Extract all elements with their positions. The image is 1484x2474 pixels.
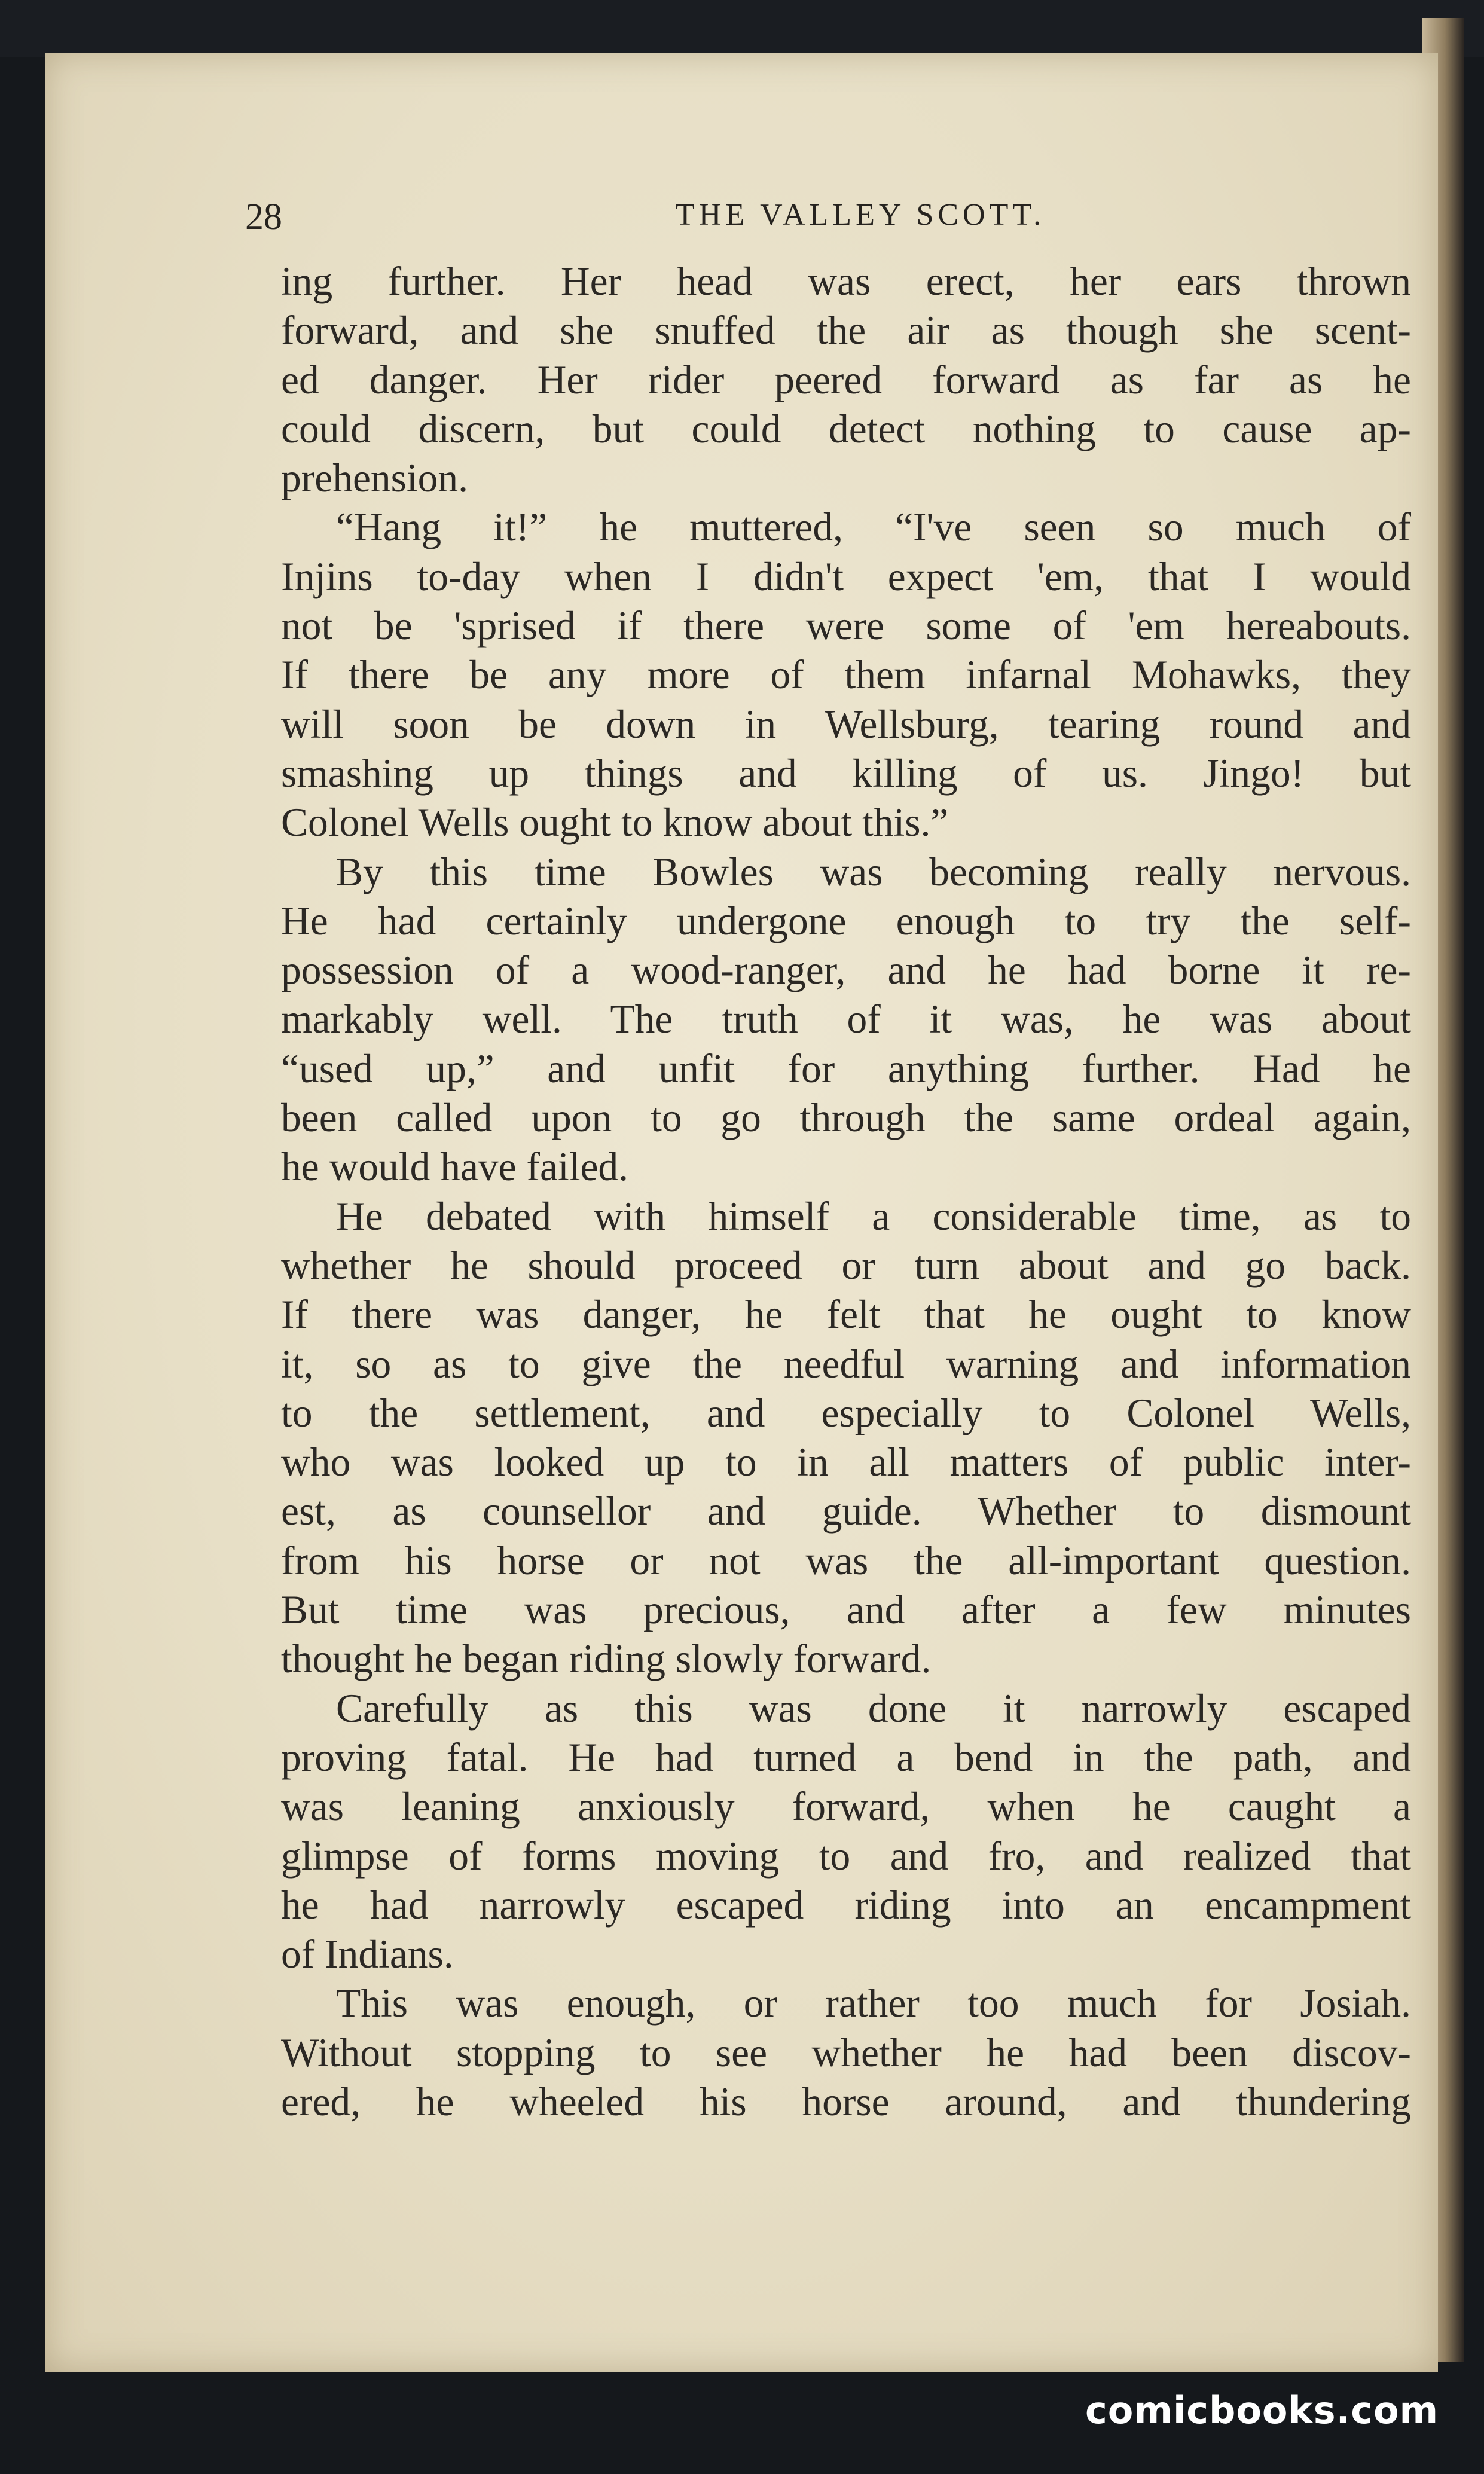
- text-line: If there be any more of them infarnal Mohawks, they: [281, 652, 1411, 698]
- body-text: [281, 257, 1411, 2127]
- text-line: it, so as to give the needful warning and information: [281, 1341, 1411, 1386]
- text-line: of Indians.: [281, 1932, 454, 1977]
- text-line: “Hang it!” he muttered, “I've seen so much of: [336, 505, 1411, 550]
- running-title: THE VALLEY SCOTT.: [676, 198, 1046, 232]
- text-line: Carefully as this was done it narrowly escaped: [336, 1685, 1411, 1731]
- text-line: forward, and she snuffed the air as though she scent-: [281, 308, 1411, 353]
- text-line: whether he should proceed or turn about and go back.: [281, 1242, 1411, 1288]
- text-line: “used up,” and unfit for anything further. Had he: [281, 1046, 1411, 1091]
- watermark: comicbooks.com: [1085, 2389, 1439, 2432]
- text-line: By this time Bowles was becoming really nervous.: [336, 849, 1411, 894]
- text-line: Injins to-day when I didn't expect 'em, that I would: [281, 554, 1411, 599]
- text-line: ed danger. Her rider peered forward as far as he: [281, 357, 1411, 402]
- text-line: was leaning anxiously forward, when he caught a: [281, 1784, 1411, 1829]
- book-spine-background: [0, 0, 1484, 57]
- text-line: he would have failed.: [281, 1144, 629, 1190]
- text-line: thought he began riding slowly forward.: [281, 1636, 932, 1682]
- text-line: he had narrowly escaped riding into an encampment: [281, 1882, 1411, 1928]
- text-line: est, as counsellor and guide. Whether to dismount: [281, 1489, 1411, 1534]
- text-line: Without stopping to see whether he had been discov-: [281, 2030, 1411, 2075]
- text-line: prehension.: [281, 456, 469, 501]
- text-line: He debated with himself a considerable time, as to: [336, 1193, 1411, 1239]
- text-line: smashing up things and killing of us. Jingo! but: [281, 750, 1411, 796]
- page-number: 28: [245, 197, 282, 237]
- text-line: markably well. The truth of it was, he was about: [281, 997, 1411, 1042]
- text-line: possession of a wood-ranger, and he had borne it re-: [281, 948, 1411, 993]
- running-head: [245, 179, 1417, 251]
- text-line: This was enough, or rather too much for Josiah.: [336, 1981, 1411, 2026]
- text-line: who was looked up to in all matters of public inter-: [281, 1440, 1411, 1485]
- text-line: ing further. Her head was erect, her ears thrown: [281, 259, 1411, 304]
- text-line: proving fatal. He had turned a bend in the path, and: [281, 1734, 1411, 1780]
- text-line: from his horse or not was the all-important question.: [281, 1538, 1411, 1583]
- text-line: been called upon to go through the same ordeal again,: [281, 1095, 1411, 1141]
- text-line: to the settlement, and especially to Colonel Wells,: [281, 1390, 1411, 1435]
- text-line: He had certainly undergone enough to try the self-: [281, 898, 1411, 943]
- text-line: not be 'sprised if there were some of 'em hereabouts.: [281, 603, 1411, 649]
- text-line: glimpse of forms moving to and fro, and realized that: [281, 1833, 1411, 1879]
- text-line: Colonel Wells ought to know about this.”: [281, 800, 949, 845]
- text-line: ered, he wheeled his horse around, and thundering: [281, 2079, 1411, 2124]
- text-line: But time was precious, and after a few minutes: [281, 1587, 1411, 1633]
- text-line: If there was danger, he felt that he ought to know: [281, 1292, 1411, 1337]
- text-line: could discern, but could detect nothing to cause ap-: [281, 406, 1411, 451]
- text-line: will soon be down in Wellsburg, tearing round and: [281, 701, 1411, 747]
